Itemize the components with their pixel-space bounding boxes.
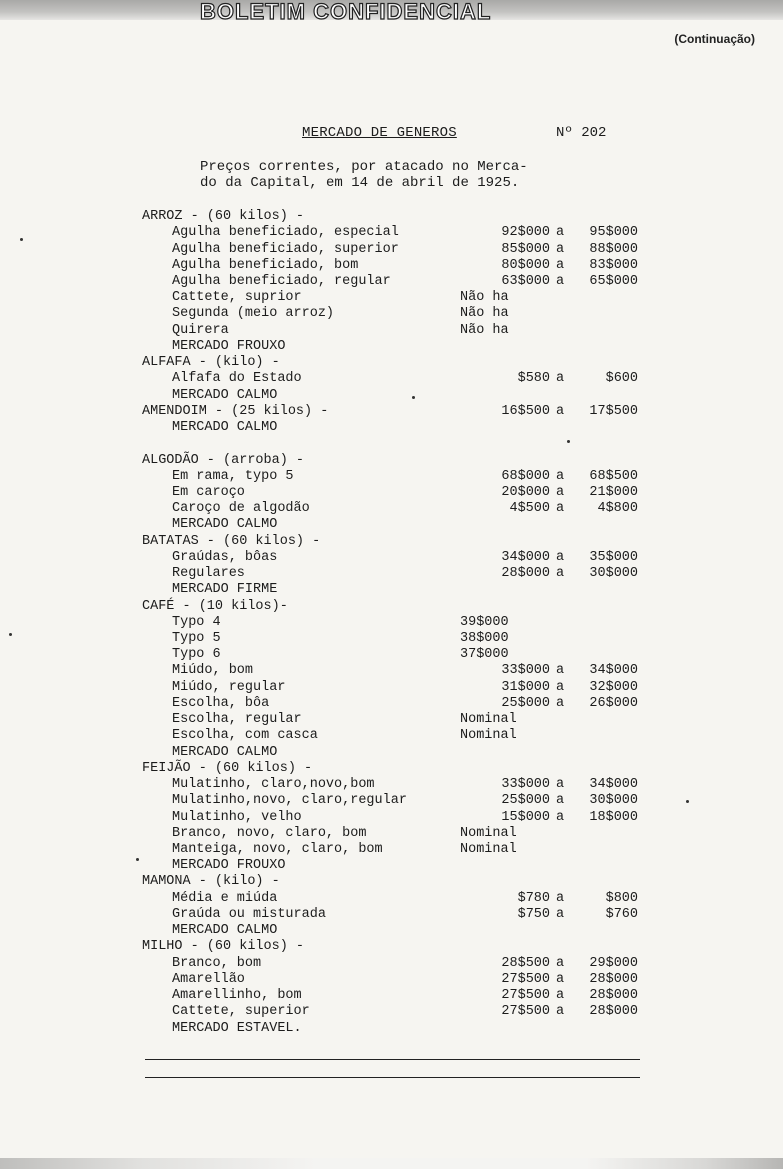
- spacer: [0, 436, 783, 452]
- row-label: Alfafa do Estado: [172, 371, 302, 387]
- row-label: MERCADO CALMO: [172, 923, 278, 939]
- price-low: $750: [517, 906, 550, 922]
- price-row: [0, 988, 783, 1004]
- range-word: a: [556, 1004, 565, 1020]
- price-high: 83$000: [589, 257, 638, 273]
- commodity-heading: [0, 209, 783, 225]
- row-label: Escolha, bôa: [172, 695, 270, 711]
- price-low: 33$000: [501, 777, 550, 793]
- price-low: 28$000: [501, 566, 550, 582]
- price-row: [0, 907, 783, 923]
- market-status: [0, 745, 783, 761]
- row-label: Escolha, regular: [172, 712, 302, 728]
- price-low: 92$000: [501, 225, 550, 241]
- row-label: Quirera: [172, 322, 229, 338]
- price-row: [0, 290, 783, 306]
- price-row: [0, 972, 783, 988]
- price-low: 85$000: [501, 241, 550, 257]
- price-single: 38$000: [460, 631, 509, 646]
- row-label: Amarellinho, bom: [172, 988, 302, 1003]
- row-label: Média e miúda: [172, 890, 278, 906]
- price-low: 34$000: [501, 549, 550, 565]
- commodity-heading: [0, 599, 783, 615]
- row-label: MERCADO CALMO: [172, 744, 278, 760]
- bottom-rule-1: [145, 1059, 640, 1060]
- price-row: [0, 323, 783, 339]
- row-label: MAMONA - (kilo) -: [142, 874, 280, 890]
- price-high: 17$500: [589, 403, 638, 419]
- price-high: $600: [605, 371, 638, 387]
- price-row: [0, 810, 783, 826]
- price-high: 34$000: [589, 777, 638, 793]
- row-label: Graúdas, bôas: [172, 549, 278, 565]
- speck: [412, 396, 415, 399]
- row-label: MERCADO CALMO: [172, 517, 278, 533]
- row-label: ALFAFA - (kilo) -: [142, 355, 280, 371]
- price-high: 28$000: [589, 971, 638, 987]
- row-label: ARROZ - (60 kilos) -: [142, 209, 305, 224]
- price-high: 35$000: [589, 549, 638, 565]
- row-label: Mulatinho, claro,novo,bom: [172, 777, 375, 793]
- row-label: Cattete, superior: [172, 1004, 310, 1020]
- speck: [9, 633, 12, 636]
- price-low: 15$000: [501, 809, 550, 825]
- range-word: a: [556, 273, 565, 289]
- row-label: Graúda ou misturada: [172, 906, 326, 922]
- price-high: 32$000: [589, 679, 638, 695]
- range-word: a: [556, 371, 565, 387]
- range-word: a: [556, 468, 565, 484]
- price-single: 39$000: [460, 614, 509, 630]
- price-row: [0, 225, 783, 241]
- speck: [567, 440, 570, 443]
- price-low: $580: [517, 371, 550, 387]
- price-high: 29$000: [589, 955, 638, 971]
- speck: [686, 800, 689, 803]
- price-high: 4$800: [597, 501, 638, 517]
- price-low: 28$500: [501, 955, 550, 971]
- price-row: [0, 793, 783, 809]
- price-row: [0, 469, 783, 485]
- row-label: Typo 5: [172, 631, 221, 646]
- price-row: [0, 1004, 783, 1020]
- market-status: [0, 420, 783, 436]
- price-row: [0, 566, 783, 582]
- row-label: MERCADO ESTAVEL.: [172, 1020, 302, 1036]
- row-label: Cattete, suprior: [172, 290, 302, 306]
- row-label: Agulha beneficiado, especial: [172, 225, 399, 241]
- row-label: Em caroço: [172, 484, 245, 500]
- price-low: 33$000: [501, 663, 550, 679]
- range-word: a: [556, 484, 565, 500]
- intro-line-2: do da Capital, em 14 de abril de 1925.: [200, 175, 520, 191]
- row-label: Em rama, typo 5: [172, 468, 294, 484]
- range-word: a: [556, 225, 565, 241]
- price-status: Nominal: [460, 728, 517, 744]
- commodity-heading: [0, 404, 783, 420]
- range-word: a: [556, 403, 565, 419]
- price-row: [0, 712, 783, 728]
- range-word: a: [556, 257, 565, 273]
- row-label: MILHO - (60 kilos) -: [142, 939, 305, 955]
- price-row: [0, 826, 783, 842]
- range-word: a: [556, 890, 565, 906]
- row-label: MERCADO FROUXO: [172, 338, 286, 354]
- row-label: Manteiga, novo, claro, bom: [172, 842, 383, 857]
- range-word: a: [556, 679, 565, 695]
- price-high: 95$000: [589, 225, 638, 241]
- price-low: 16$500: [501, 403, 550, 419]
- price-row: [0, 777, 783, 793]
- price-row: [0, 663, 783, 679]
- row-label: Agulha beneficiado, superior: [172, 241, 399, 257]
- range-word: a: [556, 663, 565, 679]
- intro-line-1: Preços correntes, por atacado no Merca-: [200, 159, 528, 175]
- price-low: 63$000: [501, 273, 550, 289]
- price-row: [0, 306, 783, 322]
- market-status: [0, 858, 783, 874]
- market-status: [0, 388, 783, 404]
- price-high: 34$000: [589, 663, 638, 679]
- range-word: a: [556, 906, 565, 922]
- price-status: Não ha: [460, 290, 509, 306]
- price-row: [0, 647, 783, 663]
- range-word: a: [556, 566, 565, 582]
- commodity-heading: [0, 761, 783, 777]
- price-status: Nominal: [460, 825, 517, 841]
- price-row: [0, 842, 783, 858]
- range-word: a: [556, 955, 565, 971]
- price-high: 68$500: [589, 468, 638, 484]
- range-word: a: [556, 971, 565, 987]
- continuation-note: (Continuação): [674, 32, 755, 46]
- row-label: Typo 4: [172, 614, 221, 630]
- commodity-heading: [0, 534, 783, 550]
- price-row: [0, 242, 783, 258]
- row-label: Regulares: [172, 566, 245, 582]
- price-row: [0, 371, 783, 387]
- row-label: Agulha beneficiado, bom: [172, 257, 359, 273]
- price-high: $760: [605, 906, 638, 922]
- price-row: [0, 696, 783, 712]
- price-single: 37$000: [460, 647, 509, 663]
- range-word: a: [556, 241, 565, 257]
- price-high: 30$000: [589, 566, 638, 582]
- range-word: a: [556, 988, 565, 1003]
- price-low: 20$000: [501, 484, 550, 500]
- price-high: 65$000: [589, 273, 638, 289]
- price-high: 18$000: [589, 809, 638, 825]
- market-status: [0, 517, 783, 533]
- price-status: Nominal: [460, 712, 517, 728]
- row-label: CAFÉ - (10 kilos)-: [142, 598, 288, 614]
- price-row: [0, 615, 783, 631]
- row-label: FEIJÃO - (60 kilos) -: [142, 760, 313, 776]
- price-low: 80$000: [501, 257, 550, 273]
- row-label: MERCADO FIRME: [172, 582, 278, 598]
- price-high: $800: [605, 890, 638, 906]
- row-label: MERCADO CALMO: [172, 387, 278, 403]
- price-status: Não ha: [460, 322, 509, 338]
- market-status: [0, 923, 783, 939]
- price-high: 88$000: [589, 241, 638, 257]
- bulletin-number: Nº 202: [556, 125, 607, 141]
- price-row: [0, 956, 783, 972]
- row-label: Miúdo, regular: [172, 679, 286, 695]
- row-label: MERCADO CALMO: [172, 420, 278, 435]
- market-status: [0, 339, 783, 355]
- row-label: Branco, novo, claro, bom: [172, 825, 367, 841]
- price-low: 27$500: [501, 971, 550, 987]
- price-low: 27$500: [501, 988, 550, 1003]
- price-low: 25$000: [501, 793, 550, 809]
- speck: [20, 238, 23, 241]
- row-label: AMENDOIM - (25 kilos) -: [142, 403, 329, 419]
- commodity-heading: [0, 939, 783, 955]
- row-label: Amarellão: [172, 971, 245, 987]
- row-label: ALGODÃO - (arroba) -: [142, 452, 305, 468]
- price-row: [0, 550, 783, 566]
- scan-edge: [0, 1158, 783, 1169]
- range-word: a: [556, 809, 565, 825]
- row-label: Escolha, com casca: [172, 728, 318, 744]
- price-row: [0, 631, 783, 647]
- row-label: Mulatinho, velho: [172, 809, 302, 825]
- price-row: [0, 501, 783, 517]
- price-high: 26$000: [589, 695, 638, 711]
- row-label: BATATAS - (60 kilos) -: [142, 533, 321, 549]
- commodity-heading: [0, 874, 783, 890]
- row-label: MERCADO FROUXO: [172, 858, 286, 874]
- market-status: [0, 1021, 783, 1037]
- range-word: a: [556, 777, 565, 793]
- masthead-title: BOLETIM CONFIDENCIAL: [200, 0, 492, 24]
- price-high: 21$000: [589, 484, 638, 500]
- price-row: [0, 274, 783, 290]
- price-high: 28$000: [589, 1004, 638, 1020]
- bottom-rule-2: [145, 1077, 640, 1078]
- row-label: Segunda (meio arroz): [172, 306, 335, 322]
- price-row: [0, 258, 783, 274]
- range-word: a: [556, 501, 565, 517]
- price-low: 31$000: [501, 679, 550, 695]
- price-high: 28$000: [589, 988, 638, 1003]
- row-label: Miúdo, bom: [172, 663, 254, 679]
- price-status: Nominal: [460, 842, 517, 857]
- price-low: $780: [517, 890, 550, 906]
- price-row: [0, 485, 783, 501]
- price-row: [0, 891, 783, 907]
- commodity-heading: [0, 355, 783, 371]
- section-title: MERCADO DE GENEROS: [302, 125, 457, 141]
- price-low: 68$000: [501, 468, 550, 484]
- range-word: a: [556, 549, 565, 565]
- row-label: Typo 6: [172, 647, 221, 663]
- range-word: a: [556, 793, 565, 809]
- speck: [136, 858, 139, 861]
- price-row: [0, 680, 783, 696]
- range-word: a: [556, 695, 565, 711]
- commodity-heading: [0, 453, 783, 469]
- price-row: [0, 728, 783, 744]
- price-low: 27$500: [501, 1004, 550, 1020]
- price-low: 4$500: [509, 501, 550, 517]
- market-status: [0, 582, 783, 598]
- price-status: Não ha: [460, 306, 509, 322]
- row-label: Mulatinho,novo, claro,regular: [172, 793, 407, 809]
- row-label: Branco, bom: [172, 955, 262, 971]
- price-high: 30$000: [589, 793, 638, 809]
- price-low: 25$000: [501, 695, 550, 711]
- row-label: Caroço de algodão: [172, 501, 310, 517]
- row-label: Agulha beneficiado, regular: [172, 273, 391, 289]
